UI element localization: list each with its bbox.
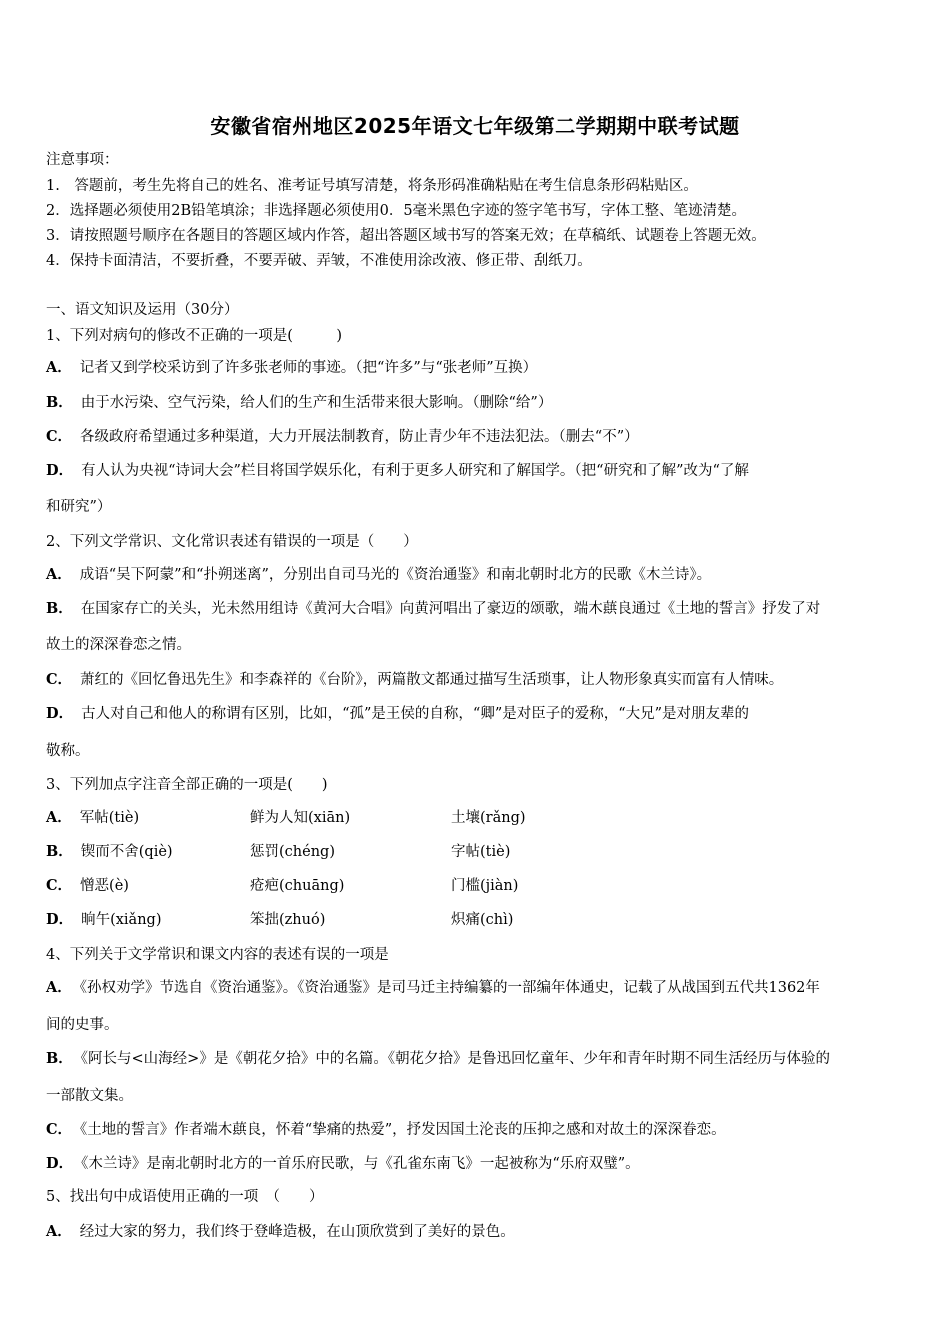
- option-text: 萧红的《回忆鲁迅先生》和李森祥的《台阶》，两篇散文都通过描写生活琐事，让人物形象真实而富有人情味。: [80, 672, 784, 688]
- question-1-option-a: [46, 358, 916, 378]
- question-4-option-a: [46, 978, 916, 998]
- option-label: B．: [46, 600, 73, 617]
- question-1-option-d-cont: 和研究”）: [46, 499, 112, 515]
- option-text: 《孙权劝学》节选自《资治通鉴》。《资治通鉴》是司马迁主持编纂的一部编年体通史，记载了从战国到五代共1362年: [79, 980, 820, 996]
- question-2-option-d-cont: 敬称。: [46, 743, 90, 759]
- option-text: 经过大家的努力，我们终于登峰造极，在山顶欣赏到了美好的景色。: [79, 1224, 515, 1240]
- option-label: C．: [46, 671, 73, 688]
- question-5-stem: 5、找出句中成语使用正确的一项 （ ）: [46, 1189, 324, 1205]
- option-label: D．: [46, 462, 74, 479]
- question-2-option-b-cont: 故土的深深眷恋之情。: [46, 637, 191, 653]
- question-4-option-c: [46, 1120, 916, 1140]
- option-text: 古人对自己和他人的称谓有区别，比如，“孤”是王侯的自称，“卿”是对臣子的爱称，“大兄”是对朋友辈的: [81, 706, 750, 722]
- notice-item: 1. 答题前，考生先将自己的姓名、准考证号填写清楚，将条形码准确粘贴在考生信息条形码粘贴区。: [46, 178, 698, 194]
- question-4-option-d: [46, 1154, 916, 1174]
- option-text: 成语“吴下阿蒙”和“扑朔迷离”，分别出自司马光的《资治通鉴》和南北朝时北方的民歌《木兰诗》。: [79, 567, 712, 583]
- question-5-option-a: [46, 1222, 916, 1242]
- question-3-option-b: [46, 842, 173, 862]
- option-text: 门槛(jiàn): [451, 878, 519, 894]
- option-text: 炽痛(chì): [451, 912, 514, 928]
- option-text: 《木兰诗》是南北朝时北方的一首乐府民歌，与《孔雀东南飞》一起被称为“乐府双璧”。: [81, 1156, 640, 1172]
- question-4-option-b: [46, 1049, 916, 1069]
- option-text: 土壤(rǎng): [451, 810, 526, 826]
- option-text: 军帖(tiè): [79, 810, 140, 826]
- option-text: 各级政府希望通过多种渠道，大力开展法制教育，防止青少年不违法犯法。（删去“不”）: [80, 429, 639, 445]
- option-text: 记者又到学校采访到了许多张老师的事迹。（把“许多”与“张老师”互换）: [79, 360, 538, 376]
- question-3-stem: 3、下列加点字注音全部正确的一项是( ): [46, 777, 328, 793]
- option-label: A．: [46, 1223, 72, 1240]
- option-text: 鲜为人知(xiān): [250, 810, 351, 826]
- section-heading: 一、语文知识及运用（30分）: [46, 302, 239, 318]
- option-text: 锲而不舍(qiè): [80, 844, 173, 860]
- question-1-option-b: [46, 393, 916, 413]
- option-label: D．: [46, 705, 74, 722]
- question-1-option-c: [46, 427, 916, 447]
- option-label: C．: [46, 1121, 73, 1138]
- option-label: A．: [46, 979, 72, 996]
- option-label: B．: [46, 1050, 73, 1067]
- option-text: 字帖(tiè): [451, 844, 511, 860]
- option-label: A．: [46, 566, 72, 583]
- option-text: 笨拙(zhuó): [250, 912, 326, 928]
- option-text: 在国家存亡的关头，光未然用组诗《黄河大合唱》向黄河唱出了豪迈的颂歌，端木蕻良通过《土地的誓言》抒发了对: [80, 601, 821, 617]
- option-label: C．: [46, 877, 73, 894]
- page-title: 安徽省宿州地区2025年语文七年级第二学期期中联考试题: [210, 114, 740, 138]
- question-3-option-c: [46, 876, 129, 896]
- question-1-stem: 1、下列对病句的修改不正确的一项是( ): [46, 328, 343, 344]
- option-label: A．: [46, 809, 72, 826]
- question-2-option-c: [46, 670, 916, 690]
- question-3-option-d: [46, 910, 161, 930]
- question-2-stem: 2、下列文学常识、文化常识表述有错误的一项是（ ）: [46, 534, 418, 550]
- option-text: 《阿长与<山海经>》是《朝花夕拾》中的名篇。《朝花夕拾》是鲁迅回忆童年、少年和青年时期不同生活经历与体验的: [80, 1051, 831, 1067]
- question-2-option-b: [46, 599, 916, 619]
- notice-item: 3．请按照题号顺序在各题目的答题区域内作答，超出答题区域书写的答案无效；在草稿纸、试题卷上答题无效。: [46, 228, 766, 244]
- option-text: 晌午(xiǎng): [81, 912, 162, 928]
- option-label: B．: [46, 843, 73, 860]
- question-4-option-b-cont: 一部散文集。: [46, 1088, 133, 1104]
- option-label: D．: [46, 911, 74, 928]
- option-text: 憎恶(è): [80, 878, 129, 894]
- notice-item: 4．保持卡面清洁，不要折叠，不要弄破、弄皱，不准使用涂改液、修正带、刮纸刀。: [46, 253, 592, 269]
- option-label: B．: [46, 394, 73, 411]
- notice-item: 2．选择题必须使用2B铅笔填涂；非选择题必须使用0．5毫米黑色字迹的签字笔书写，字体工整、笔迹清楚。: [46, 203, 747, 219]
- notice-heading: 注意事项：: [46, 152, 119, 168]
- question-1-option-d: [46, 461, 916, 481]
- option-text: 惩罚(chéng): [250, 844, 335, 860]
- question-4-stem: 4、下列关于文学常识和课文内容的表述有误的一项是: [46, 947, 389, 963]
- question-2-option-d: [46, 704, 916, 724]
- question-3-option-a: [46, 808, 139, 828]
- option-text: 《土地的誓言》作者端木蕻良，怀着“挚痛的热爱”，抒发因国土沦丧的压抑之感和对故土的深深眷恋。: [80, 1122, 726, 1138]
- question-2-option-a: [46, 565, 916, 585]
- option-text: 疮疤(chuāng): [250, 878, 345, 894]
- option-text: 由于水污染、空气污染，给人们的生产和生活带来很大影响。（删除“给”）: [80, 395, 553, 411]
- question-4-option-a-cont: 间的史事。: [46, 1017, 119, 1033]
- option-text: 有人认为央视“诗词大会”栏目将国学娱乐化，有利于更多人研究和了解国学。（把“研究和了解”改为“了解: [81, 463, 749, 479]
- option-label: D．: [46, 1155, 74, 1172]
- option-label: C．: [46, 428, 73, 445]
- option-label: A．: [46, 359, 72, 376]
